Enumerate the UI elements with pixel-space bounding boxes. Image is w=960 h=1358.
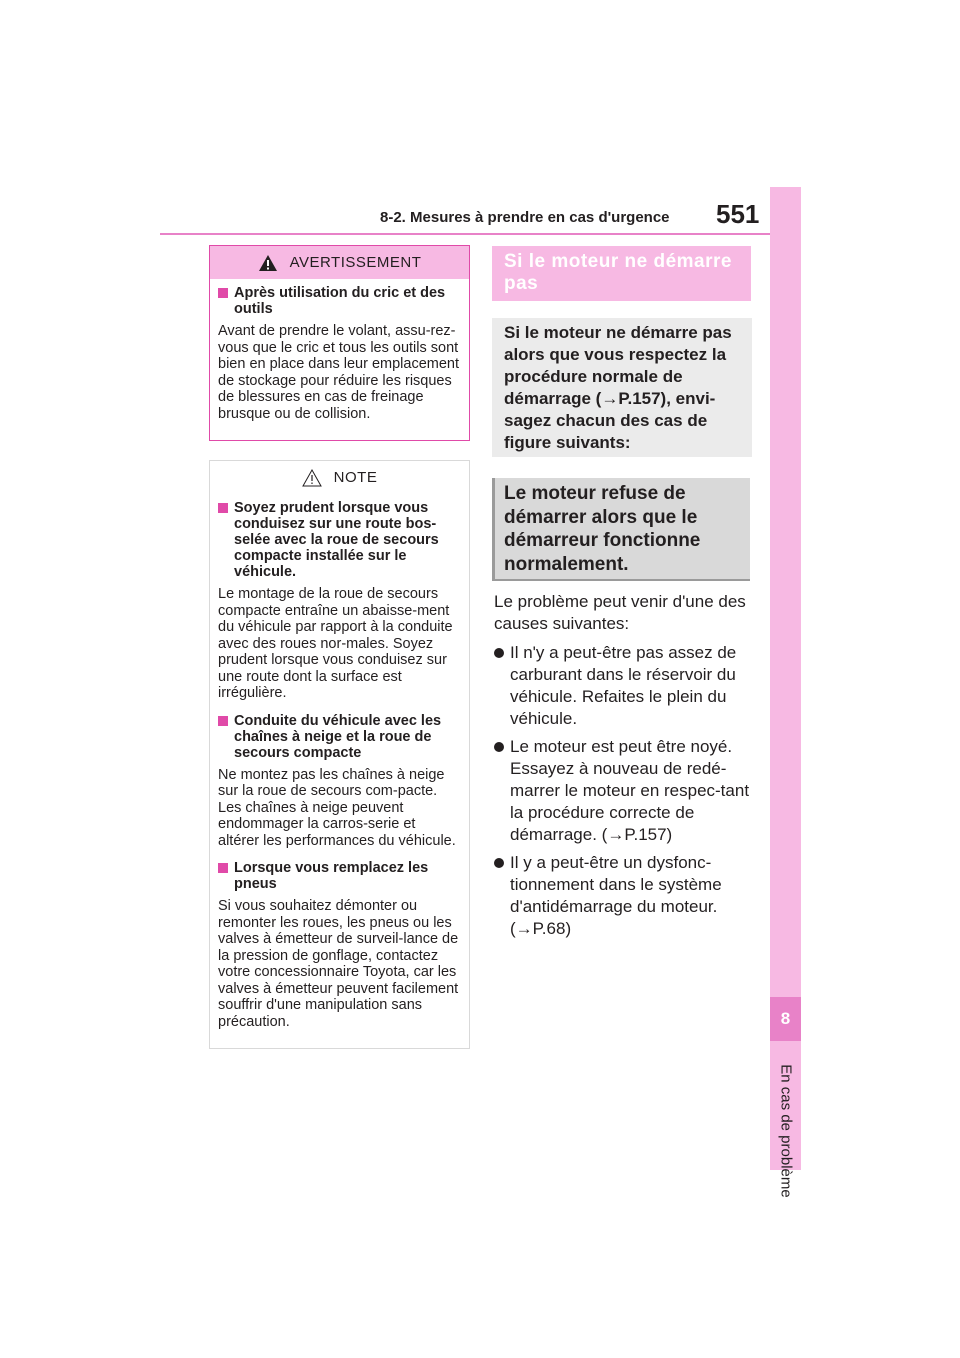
- list-item: [494, 642, 750, 730]
- square-bullet-icon: [218, 503, 228, 513]
- warning-box-title: AVERTISSEMENT: [289, 254, 422, 271]
- note-text: Le montage de la roue de secours compacte entraîne un abaisse-ment du véhicule par rapport à la conduite avec des roues nor-males. Soyez prudent lorsque vous conduisez sur une route dont la surface est irrégulière.: [218, 586, 453, 701]
- note-box-header: [210, 461, 469, 494]
- chapter-number: 8: [770, 997, 801, 1041]
- warning-heading-text: Après utilisation du cric et des outils: [234, 285, 446, 317]
- square-bullet-icon: [218, 716, 228, 726]
- warning-box: [209, 245, 470, 441]
- bullet-dot-icon: [494, 742, 504, 752]
- subsection-bottom-rule: [492, 579, 750, 581]
- warning-triangle-icon: [258, 254, 278, 272]
- note-text: Si vous souhaitez démonter ou remonter les roues, les pneus ou les valves à émetteur de surveil-lance de la pression de gonflage, contactez votre concessionnaire Toyota, car les valves à émetteur peuvent facilement souffrir d'une manipulation sans précaution.: [218, 898, 459, 1030]
- note-heading: [218, 860, 459, 892]
- note-heading-text: Soyez prudent lorsque vous conduisez sur une route bos-selée avec la roue de secours compacte installée sur le véhicule.: [234, 500, 439, 580]
- page-number: 551: [716, 199, 760, 229]
- chapter-label: [770, 1052, 801, 1210]
- subsection-title: Le moteur refuse de démarrer alors que le démarreur fonctionne normalement.: [492, 478, 750, 579]
- warning-box-header: [210, 246, 469, 279]
- square-bullet-icon: [218, 863, 228, 873]
- section-intro: Si le moteur ne démarre pas alors que vous respectez la procédure normale de démarrage (→P.157), envi-sagez chacun des cas de figure suivants:: [492, 318, 752, 457]
- note-text: Ne montez pas les chaînes à neige sur la roue de secours com-pacte. Les chaînes à neige peuvent endommager la carros-serie et altérer les performances du véhicule.: [218, 766, 456, 849]
- note-box-title: NOTE: [333, 469, 378, 486]
- square-bullet-icon: [218, 288, 228, 298]
- note-heading: [218, 713, 459, 761]
- header-divider: [160, 233, 770, 235]
- note-heading-text: Lorsque vous remplacez les pneus: [234, 860, 429, 892]
- bullet-dot-icon: [494, 858, 504, 868]
- warning-heading: [218, 285, 459, 317]
- list-item: [494, 852, 750, 940]
- list-item: [494, 736, 750, 846]
- section-title: Si le moteur ne démarre pas: [492, 246, 751, 301]
- note-box: [209, 460, 470, 1049]
- list-item-text: Il y a peut-être un dysfonc-tionnement dans le système d'antidémarrage du moteur. (→P.68): [510, 853, 722, 938]
- chapter-label-text: En cas de problème: [777, 1064, 794, 1198]
- section-header-title: 8-2. Mesures à prendre en cas d'urgence: [380, 209, 670, 226]
- list-item-text: Il n'y a peut-être pas assez de carburant dans le réservoir du véhicule. Refaites le plein du véhicule.: [510, 643, 737, 728]
- list-item-text: Le moteur est peut être noyé. Essayez à nouveau de redé-marrer le moteur en respec-tant la procédure correcte de démarrage. (→P.157): [510, 737, 750, 844]
- subsection-left-rule: [492, 478, 495, 581]
- warning-text: Avant de prendre le volant, assu-rez-vous que le cric et tous les outils sont bien en place dans leur emplacement de stockage pour réduire les risques de blessures en cas de freinage brusque ou de collision.: [218, 323, 460, 422]
- bullet-dot-icon: [494, 648, 504, 658]
- note-heading-text: Conduite du véhicule avec les chaînes à neige et la roue de secours compacte: [234, 712, 442, 761]
- caution-triangle-icon: [302, 469, 322, 487]
- section-body: [494, 591, 750, 946]
- section-lead: Le problème peut venir d'une des causes suivantes:: [494, 592, 746, 633]
- note-heading: [218, 500, 459, 580]
